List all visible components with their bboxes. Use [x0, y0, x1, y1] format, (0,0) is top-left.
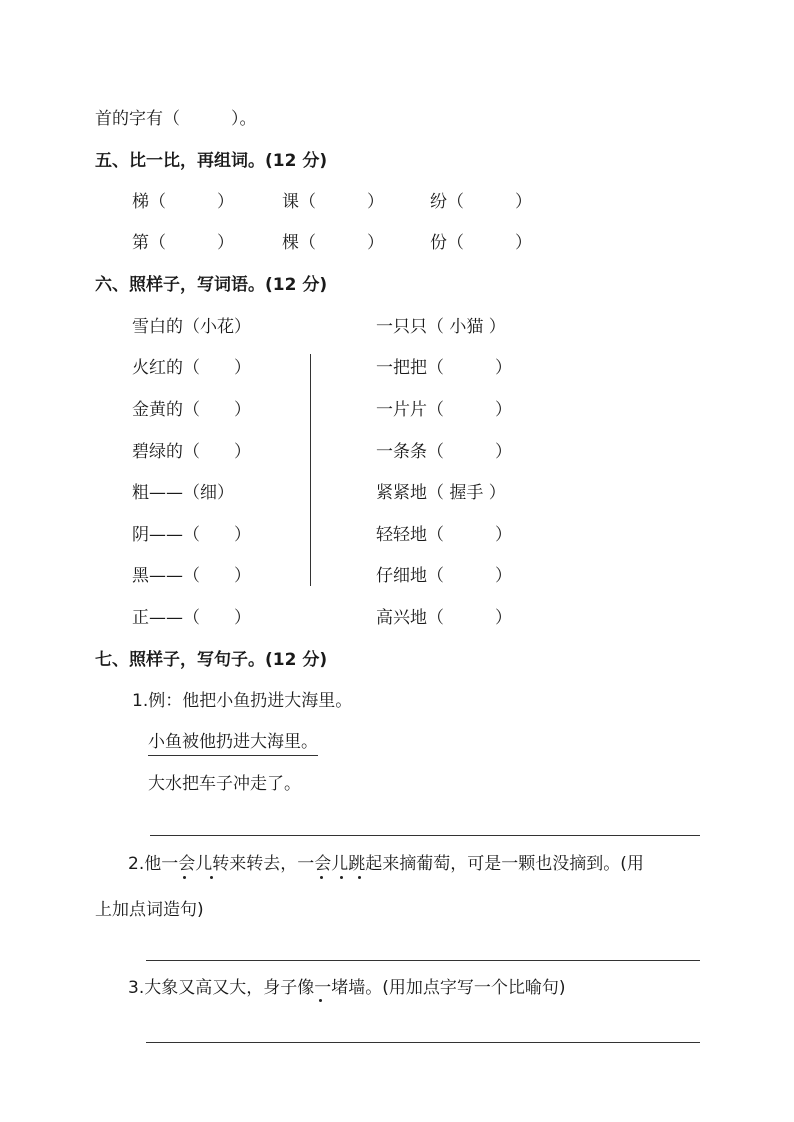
section7-title: 七、照样子，写句子。(12 分)	[95, 650, 328, 670]
word-pair: 份（ ）	[430, 233, 532, 253]
left-word: 火红的（ ）	[132, 358, 251, 378]
right-word: 高兴地（ ）	[376, 608, 512, 628]
word-pair: 课（ ）	[282, 192, 384, 212]
word-pair: 梯（ ）	[132, 192, 234, 212]
right-word: 仔细地（ ）	[376, 566, 512, 586]
right-word: 一把把（ ）	[376, 358, 512, 378]
emphasis-dot	[340, 876, 343, 879]
left-word: 碧绿的（ ）	[132, 442, 251, 462]
right-word: 一片片（ ）	[376, 400, 512, 420]
section5-title: 五、比一比，再组词。(12 分)	[95, 151, 328, 171]
q1-example-answer: 小鱼被他扔进大海里。	[148, 731, 318, 756]
q3-text: 3.大象又高又大，身子像一堵墙。(用加点字写一个比喻句)	[128, 978, 566, 998]
word-pair: 第（ ）	[132, 233, 234, 253]
top-line: 首的字有（ ）。	[95, 109, 257, 129]
left-word: 正——（ ）	[132, 608, 251, 628]
left-word: 阴——（ ）	[132, 525, 251, 545]
right-word: 一只只（ 小猫 ）	[376, 317, 506, 337]
answer-line[interactable]	[146, 960, 700, 961]
q2-text-cont: 上加点词造句)	[95, 900, 204, 920]
q1-example: 1.例：他把小鱼扔进大海里。	[132, 691, 353, 711]
word-pair: 纷（ ）	[430, 192, 532, 212]
left-word: 金黄的（ ）	[132, 400, 251, 420]
emphasis-dot	[358, 876, 361, 879]
q1-prompt: 大水把车子冲走了。	[148, 774, 301, 794]
left-word: 雪白的（小花）	[132, 317, 251, 337]
left-word: 黑——（ ）	[132, 566, 251, 586]
word-pair: 棵（ ）	[282, 233, 384, 253]
section6-title: 六、照样子，写词语。(12 分)	[95, 275, 328, 295]
column-divider	[310, 354, 311, 586]
right-word: 一条条（ ）	[376, 442, 512, 462]
q2-text: 2.他一会儿转来转去，一会儿跳起来摘葡萄，可是一颗也没摘到。(用	[128, 854, 644, 874]
answer-line[interactable]	[146, 1042, 700, 1043]
right-word: 紧紧地（ 握手 ）	[376, 483, 506, 503]
right-word: 轻轻地（ ）	[376, 525, 512, 545]
left-word: 粗——（细）	[132, 483, 234, 503]
answer-line[interactable]	[150, 835, 700, 836]
emphasis-dot	[183, 876, 186, 879]
emphasis-dot	[320, 876, 323, 879]
emphasis-dot	[210, 876, 213, 879]
emphasis-dot	[319, 999, 322, 1002]
